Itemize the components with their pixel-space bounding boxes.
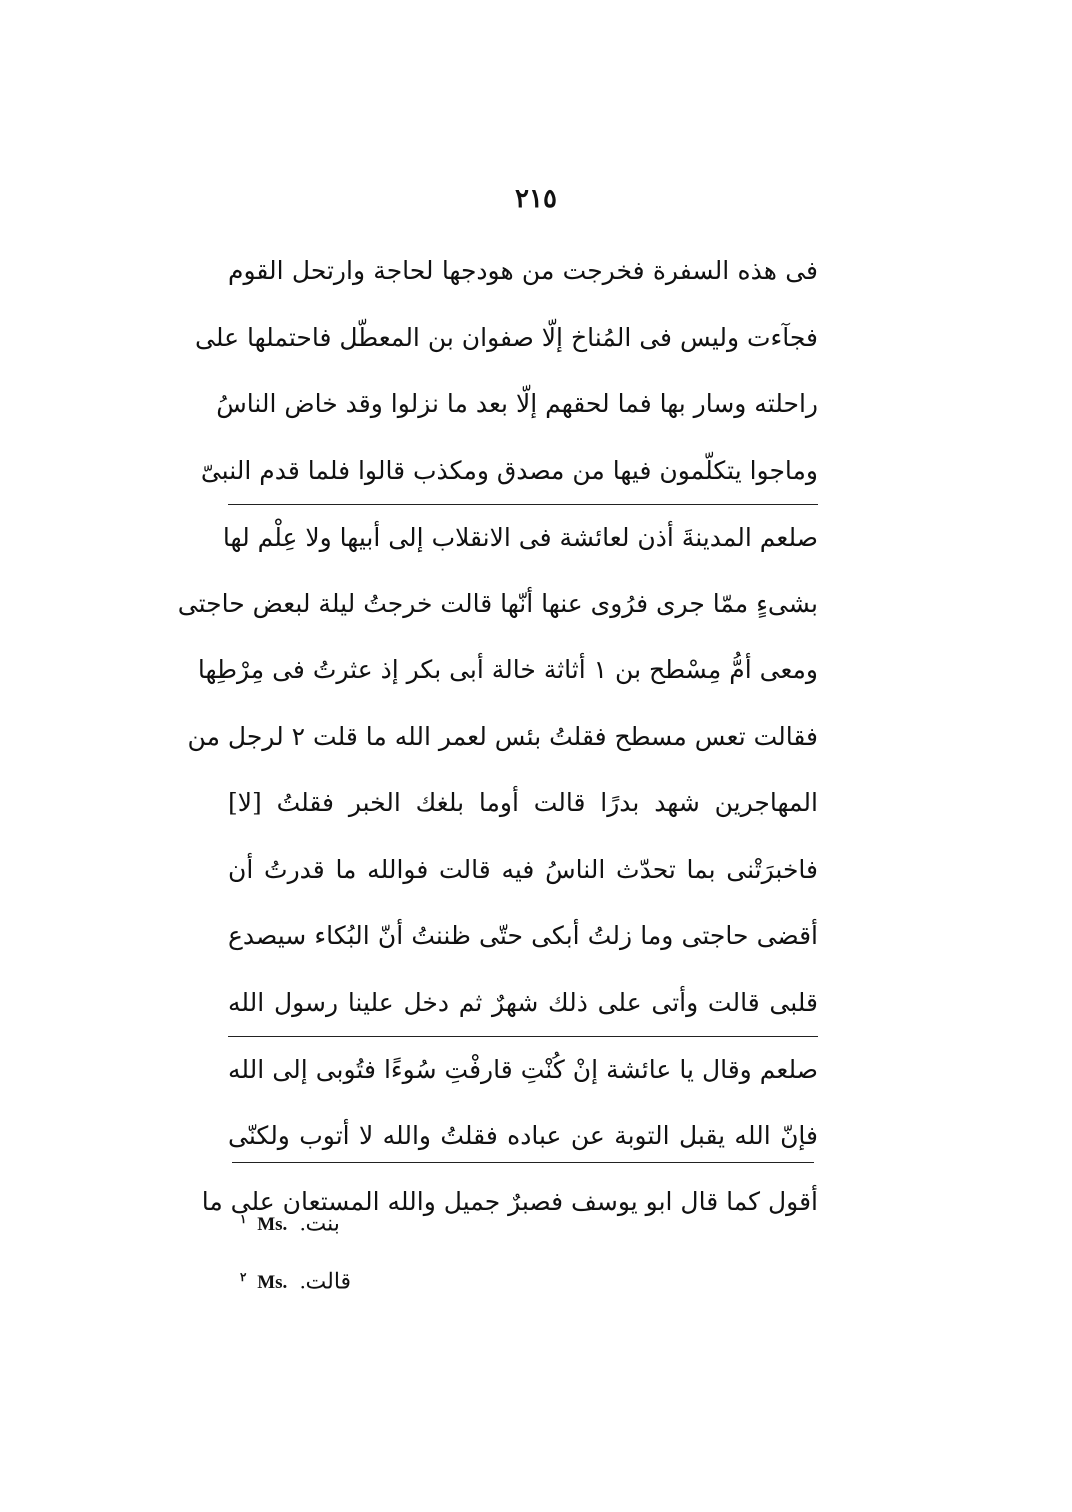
footnote [240, 1190, 540, 1248]
footnote-reading: قالت. [300, 1268, 352, 1294]
arabic-text-block [177, 238, 818, 1236]
text-line: صلعم المدينةَ أذن لعائشة فى الانقلاب إلى أبيها ولا عِلْم لها [228, 504, 818, 571]
footnotes [240, 1190, 540, 1306]
text-line: فإنّ الله يقبل التوبة عن عباده فقلتُ والله لا أتوب ولكنّى [228, 1103, 818, 1170]
text-line: فقالت تعس مسطح فقلتُ بئس لعمر الله ما قلت ٢ لرجل من [187, 721, 818, 751]
footnote [240, 1248, 540, 1306]
text-line: راحلته وسار بها فما لحقهم إلّا بعد ما نزلوا وقد خاض الناسُ [216, 389, 818, 418]
text-line: المهاجرين شهد بدرًا قالت أوما بلغك الخبر فقلتُ [لا] [228, 788, 818, 817]
text-line: وماجوا يتكلّمون فيها من مصدق ومكذب قالوا فلما قدم النبىّ [200, 455, 818, 485]
footnote-source: Ms. [257, 1214, 288, 1236]
text-line: قلبى قالت وأتى على ذلك شهرٌ ثم دخل علينا رسول الله [228, 987, 818, 1017]
text-line: فجآءت وليس فى المُناخ إلّا صفوان بن المعطّل فاحتملها على [195, 322, 818, 352]
text-line: فاخبرَتْنى بما تحدّث الناسُ فيه قالت فوالله ما قدرتُ أن [228, 854, 818, 884]
text-line: ومعى أمُّ مِسْطح بن ١ أثاثة خالة أبى بكر إذ عثرتُ فى مِرْطِها [197, 655, 818, 684]
text-line: أقول كما قال ابو يوسف فصبرٌ جميل والله المستعان على ما [201, 1187, 818, 1216]
text-line: صلعم وقال يا عائشة إنْ كُنْتِ قارفْتِ سُوءًا فتُوبى إلى الله [228, 1036, 818, 1103]
page-number: ٢١٥ [515, 184, 557, 214]
footnote-mark: ٢ [240, 1270, 247, 1284]
footnote-mark: ١ [240, 1212, 247, 1226]
text-line: فى هذه السفرة فخرجت من هودجها لحاجة وارتحل القوم [228, 256, 818, 285]
text-line: بشىءٍ ممّا جرى فرُوى عنها أنّها قالت خرجتُ ليلة لبعض حاجتى [177, 588, 818, 618]
footnote-reading: بنت. [300, 1210, 340, 1236]
text-line: أقضى حاجتى وما زلتُ أبكى حتّى ظننتُ أنّ البُكاء سيصدع [228, 921, 818, 950]
footnote-source: Ms. [257, 1272, 288, 1294]
